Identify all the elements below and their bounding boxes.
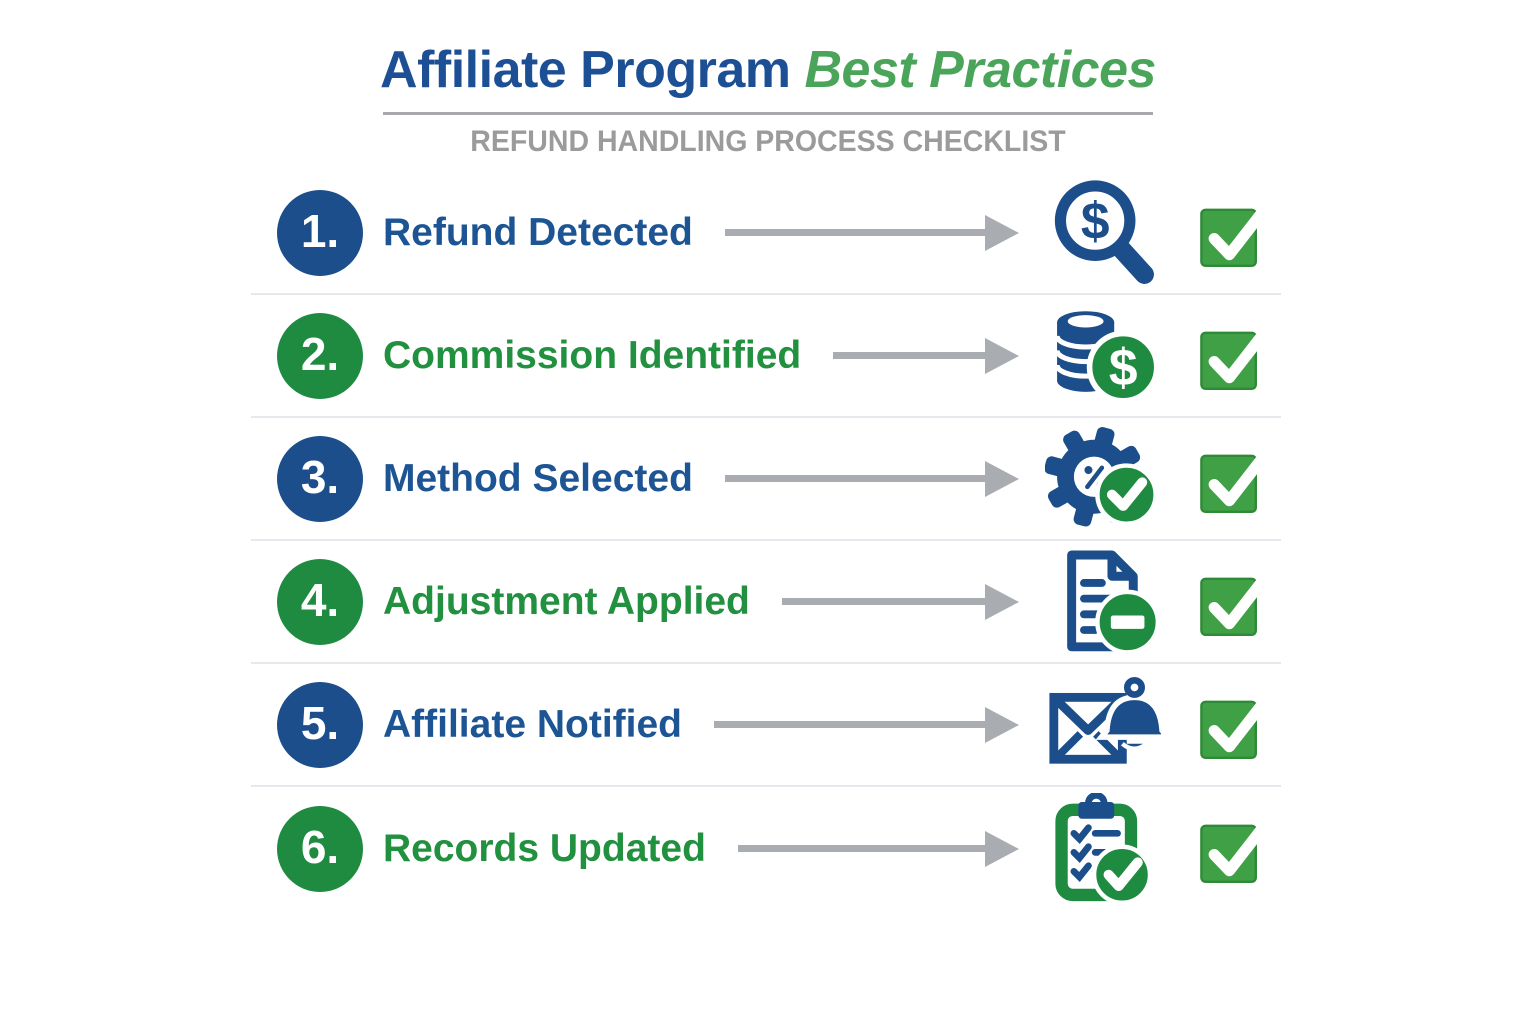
page-subtitle: REFUND HANDLING PROCESS CHECKLIST (470, 125, 1066, 158)
step-label: Affiliate Notified (383, 702, 682, 746)
step-label: Method Selected (383, 456, 693, 500)
step-label: Adjustment Applied (383, 579, 750, 623)
step-number-badge: 4. (277, 559, 363, 645)
flow-arrow (782, 584, 1019, 620)
header (0, 0, 1536, 159)
search-dollar-icon (1041, 175, 1165, 291)
document-minus-icon (1041, 544, 1165, 660)
step-row-adjustment-applied (251, 541, 1281, 664)
step-number-badge: 3. (277, 436, 363, 522)
step-label: Refund Detected (383, 210, 693, 254)
flow-arrow (738, 831, 1019, 867)
gear-check-icon (1041, 421, 1165, 537)
flow-arrow (725, 461, 1019, 497)
page-title (0, 0, 1536, 100)
arrow-head-icon (985, 461, 1019, 497)
arrow-head-icon (985, 215, 1019, 251)
svg-text:$: $ (1080, 191, 1110, 250)
arrow-head-icon (985, 707, 1019, 743)
step-number-badge: 2. (277, 313, 363, 399)
arrow-line (833, 352, 985, 359)
coins-dollar-icon (1041, 298, 1165, 414)
arrow-line (725, 475, 985, 482)
checked-checkbox-icon (1195, 433, 1275, 525)
arrow-head-icon (985, 338, 1019, 374)
step-number-badge: 1. (277, 190, 363, 276)
checked-checkbox-icon (1195, 679, 1275, 771)
step-label: Commission Identified (383, 333, 802, 377)
step-label: Records Updated (383, 826, 706, 870)
flow-arrow (833, 338, 1019, 374)
step-row-commission-identified (251, 295, 1281, 418)
title-secondary: Best Practices (804, 41, 1156, 99)
step-row-method-selected (251, 418, 1281, 541)
checked-checkbox-icon (1195, 556, 1275, 648)
arrow-line (725, 229, 985, 236)
step-number-badge: 6. (277, 806, 363, 892)
flow-arrow (725, 215, 1019, 251)
arrow-head-icon (985, 584, 1019, 620)
step-row-refund-detected (251, 172, 1281, 295)
checked-checkbox-icon (1195, 803, 1275, 895)
step-number-badge: 5. (277, 682, 363, 768)
arrow-line (782, 598, 985, 605)
arrow-line (714, 721, 985, 728)
clipboard-check-icon (1041, 791, 1165, 907)
checked-checkbox-icon (1195, 310, 1275, 402)
step-row-records-updated (251, 787, 1281, 910)
arrow-head-icon (985, 831, 1019, 867)
arrow-line (738, 845, 985, 852)
envelope-bell-icon (1041, 667, 1165, 783)
svg-text:$: $ (1108, 337, 1138, 396)
process-checklist (251, 172, 1281, 910)
title-divider (383, 112, 1153, 115)
title-primary: Affiliate Program (380, 41, 791, 99)
flow-arrow (714, 707, 1019, 743)
step-row-affiliate-notified (251, 664, 1281, 787)
checked-checkbox-icon (1195, 187, 1275, 279)
